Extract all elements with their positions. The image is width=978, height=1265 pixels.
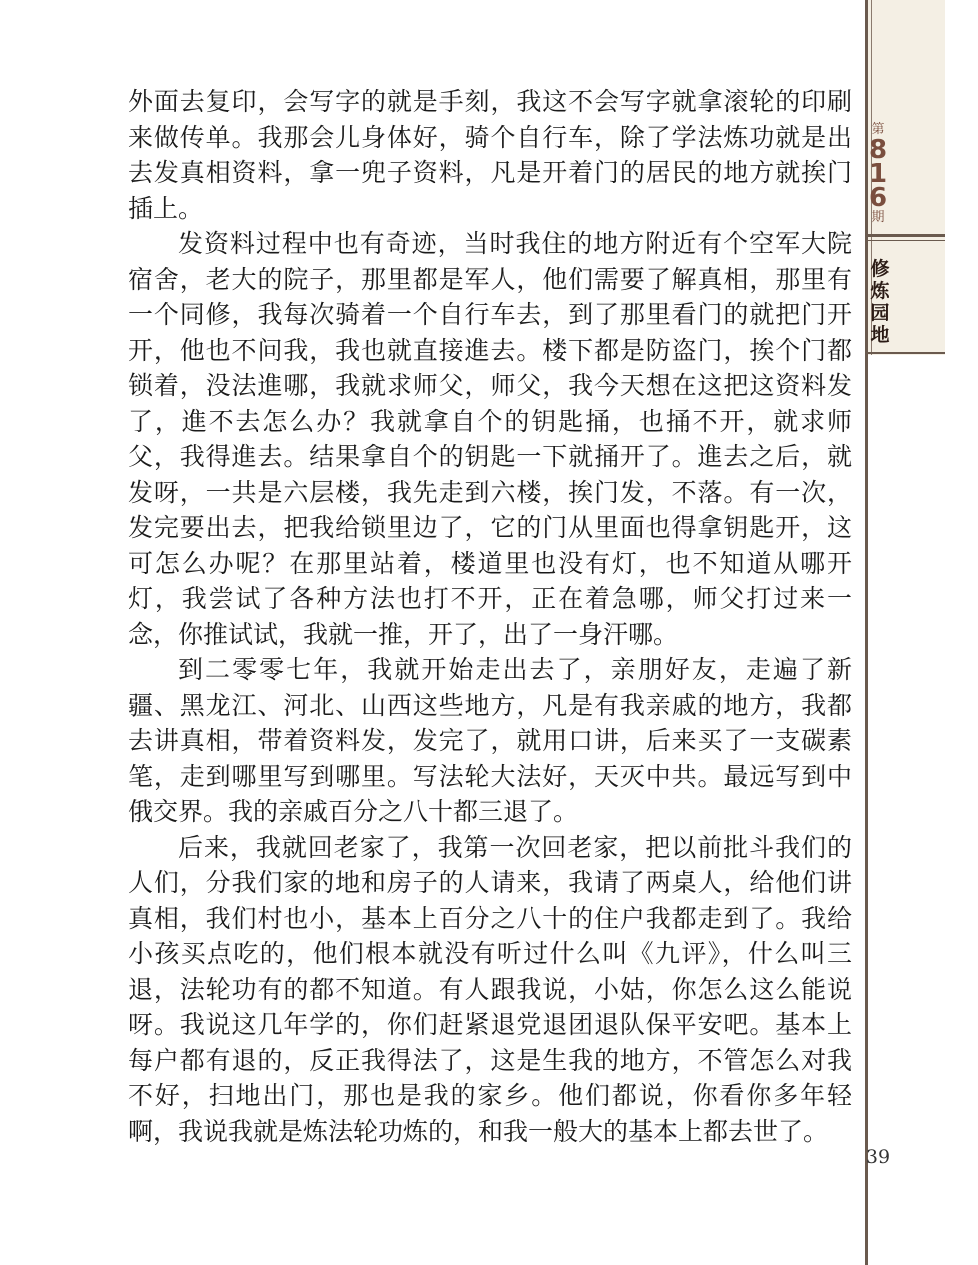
issue-digit: 6 [868, 183, 888, 213]
section-char: 地 [870, 324, 890, 346]
sidebar-bottom-rule [865, 352, 945, 354]
sidebar-divider [865, 234, 945, 237]
page-number: 39 [865, 1146, 891, 1168]
paragraph: 发资料过程中也有奇迹，当时我住的地方附近有个空军大院宿舍，老大的院子，那里都是军人，他们需要了解真相，那里有一个同修，我每次骑着一个自行车去，到了那里看门的就把门开开，他也不问我，我也就直接進去。楼下都是防盗门，挨个门都锁着，没法進哪，我就求师父，师父，我今天想在这把这资料发了，進不去怎么办？我就拿自个的钥匙捅，也捅不开，就求师父，我得進去。结果拿自个的钥匙一下就捅开了。進去之后，就发呀，一共是六层楼，我先走到六楼，挨门发，不落。有一次，发完要出去，把我给锁里边了，它的门从里面也得拿钥匙开，这可怎么办呢？在那里站着，楼道里也没有灯，也不知道从哪开灯，我尝试了各种方法也打不开，正在着急哪，师父打过来一念，你推试试，我就一推，开了，出了一身汗哪。 [128, 229, 852, 649]
paragraph: 后来，我就回老家了，我第一次回老家，把以前批斗我们的人们，分我们家的地和房子的人请来，我请了两桌人，给他们讲真相，我们村也小，基本上百分之八十的住户我都走到了。我给小孩买点吃的，他们根本就没有听过什么叫《九评》，什么叫三退，法轮功有的都不知道。有人跟我说，小姑，你怎么这么能说呀。我说这几年学的，你们赶紧退党退团退队保平安吧。基本上每户都有退的，反正我得法了，这是生我的地方，不管怎么对我不好，扫地出门，那也是我的家乡。他们都说，你看你多年轻啊，我说我就是炼法轮功炼的，和我一般大的基本上都去世了。 [128, 832, 852, 1146]
article-body [128, 84, 852, 1149]
paragraph: 到二零零七年，我就开始走出去了，亲朋好友，走遍了新疆、黑龙江、河北、山西这些地方，凡是有我亲戚的地方，我都去讲真相，带着资料发，发完了，就用口讲，后来买了一支碳素笔，走到哪里写到哪里。写法轮大法好，天灭中共。最远写到中俄交界。我的亲戚百分之八十都三退了。 [128, 655, 852, 826]
sidebar-divider-thin [865, 240, 945, 241]
section-char: 修 [870, 258, 890, 280]
paragraph: 外面去复印，会写字的就是手刻，我这不会写字就拿滚轮的印刷来做传单。我那会儿身体好，骑个自行车，除了学法炼功就是出去发真相资料，拿一兜子资料，凡是开着门的居民的地方就挨门插上。 [128, 87, 852, 223]
issue-suffix: 期 [871, 210, 885, 225]
issue-number [868, 122, 888, 226]
issue-digit: 1 [868, 159, 888, 189]
section-title [869, 258, 891, 346]
section-char: 园 [870, 302, 890, 324]
issue-digit: 8 [868, 135, 888, 165]
section-char: 炼 [870, 280, 890, 302]
issue-prefix: 第 [871, 122, 885, 137]
